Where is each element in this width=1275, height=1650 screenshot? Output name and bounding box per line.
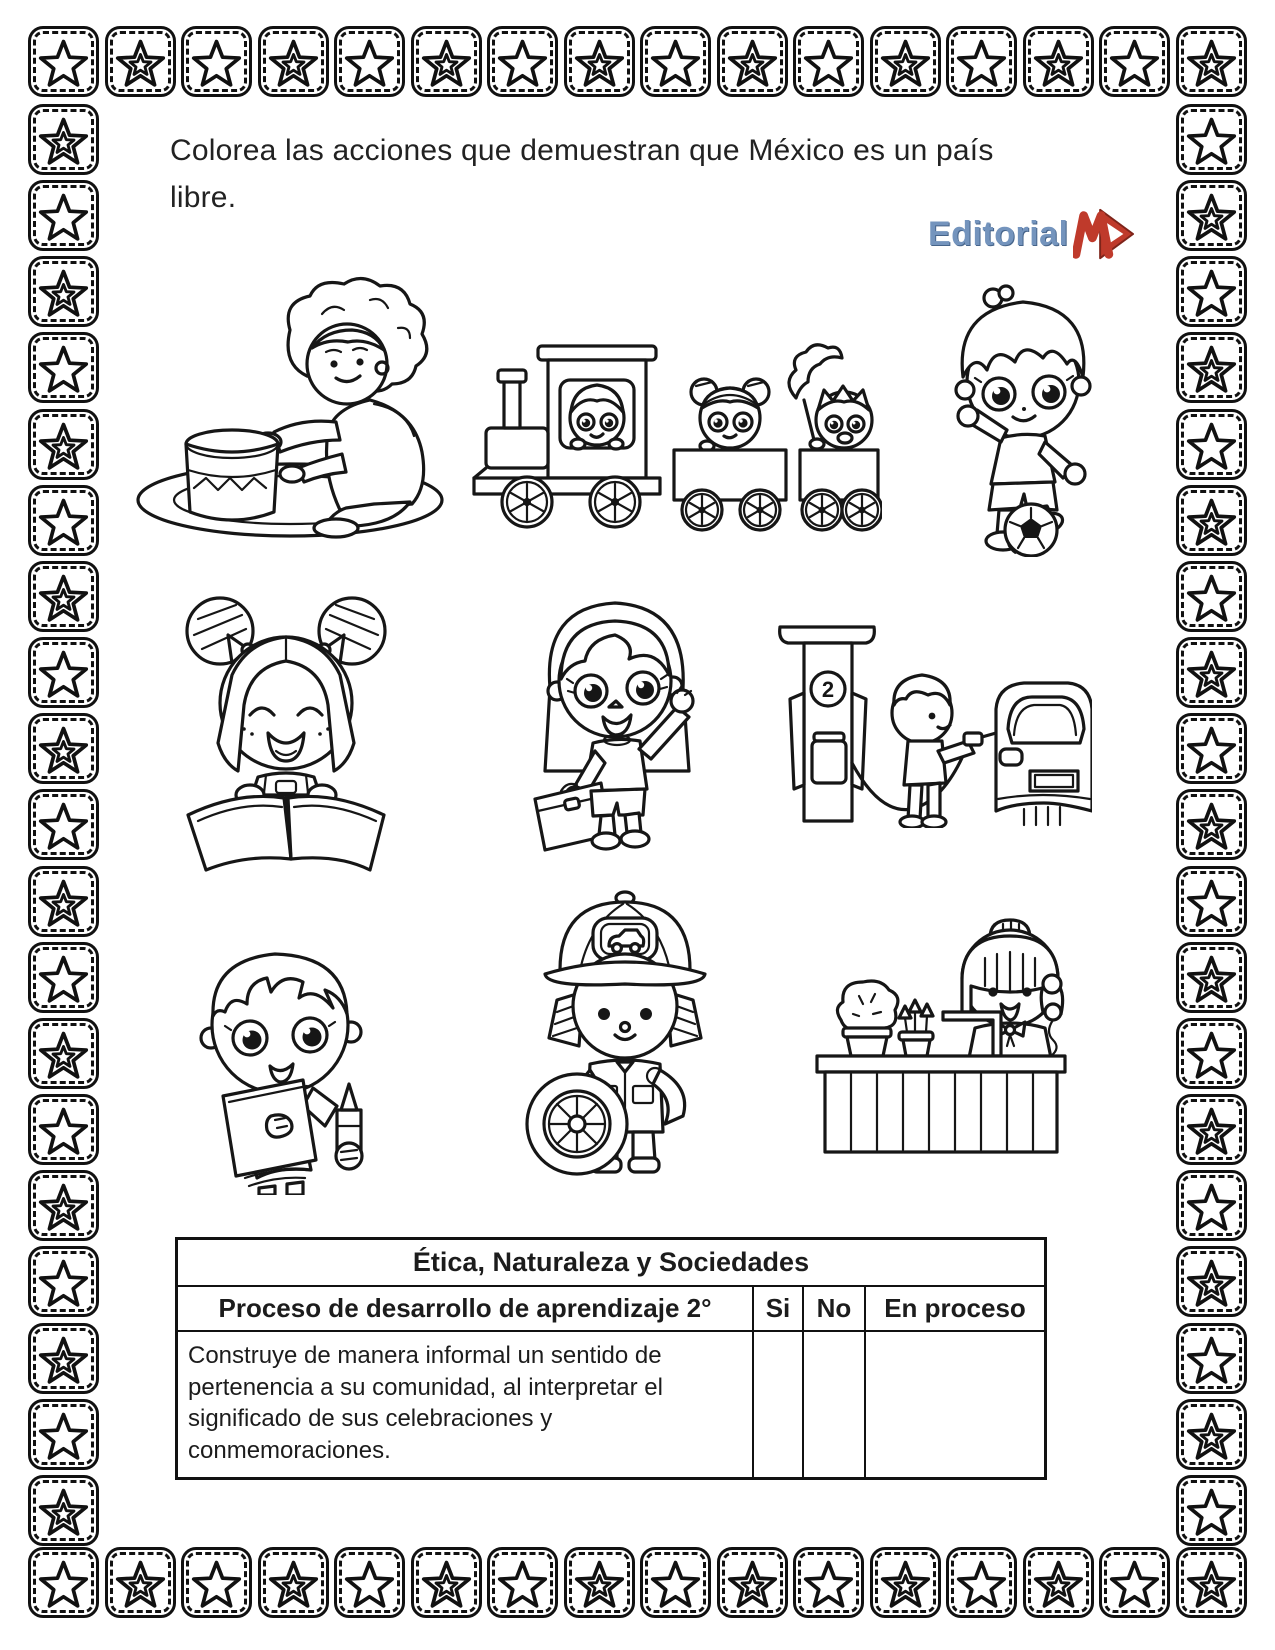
star-icon <box>1183 1253 1240 1310</box>
double-star-tile <box>28 256 99 327</box>
star-icon <box>35 568 92 625</box>
star-icon <box>1183 416 1240 473</box>
star-icon <box>1183 796 1240 853</box>
star-tile <box>181 26 252 97</box>
star-tile <box>28 1399 99 1470</box>
double-star-tile <box>28 1170 99 1241</box>
no-cell <box>804 1332 866 1477</box>
illustration-boy-playing-drum <box>122 272 452 542</box>
criterion-text: Construye de manera informal un sentido de pertenencia a su comunidad, al interpretar el significado de sus celebraciones y conmemoraciones. <box>178 1332 754 1477</box>
yes-cell <box>754 1332 804 1477</box>
star-icon <box>953 33 1010 90</box>
star-icon <box>647 1554 704 1611</box>
star-icon <box>1183 339 1240 396</box>
star-icon <box>35 111 92 168</box>
star-icon <box>1183 492 1240 549</box>
star-icon <box>1030 1554 1087 1611</box>
star-icon <box>35 949 92 1006</box>
star-tile <box>28 1246 99 1317</box>
star-icon <box>418 1554 475 1611</box>
double-star-tile <box>105 1547 176 1618</box>
double-star-tile <box>1176 180 1247 251</box>
star-tile <box>487 26 558 97</box>
star-icon <box>35 873 92 930</box>
star-icon <box>1183 1177 1240 1234</box>
col-in-progress-header: En proceso <box>884 1293 1026 1323</box>
star-tile <box>1176 1170 1247 1241</box>
double-star-tile <box>28 713 99 784</box>
star-icon <box>35 796 92 853</box>
star-icon <box>1183 568 1240 625</box>
illustration-kids-riding-train <box>452 338 882 533</box>
star-tile <box>28 485 99 556</box>
star-icon <box>494 33 551 90</box>
star-icon <box>35 339 92 396</box>
star-tile <box>1176 1475 1247 1546</box>
star-tile <box>1099 26 1170 97</box>
star-icon <box>35 1482 92 1539</box>
double-star-tile <box>717 26 788 97</box>
star-icon <box>35 1101 92 1158</box>
double-star-tile <box>870 26 941 97</box>
star-tile <box>28 26 99 97</box>
star-icon <box>800 33 857 90</box>
double-star-tile <box>1176 26 1247 97</box>
star-icon <box>1183 1025 1240 1082</box>
star-border-right <box>1176 104 1248 1546</box>
star-icon <box>35 1253 92 1310</box>
star-tile <box>28 942 99 1013</box>
star-icon <box>35 263 92 320</box>
illustration-boy-pumping-gas-into-car <box>762 613 1092 828</box>
double-star-tile <box>411 26 482 97</box>
table-row <box>178 1332 1044 1477</box>
double-star-tile <box>28 409 99 480</box>
star-icon <box>418 33 475 90</box>
double-star-tile <box>28 104 99 175</box>
assessment-table <box>175 1237 1047 1480</box>
star-tile <box>28 180 99 251</box>
star-tile <box>1099 1547 1170 1618</box>
star-icon <box>1183 263 1240 320</box>
star-tile <box>1176 1018 1247 1089</box>
star-tile <box>28 332 99 403</box>
double-star-tile <box>1176 1399 1247 1470</box>
double-star-tile <box>28 1018 99 1089</box>
star-icon <box>265 1554 322 1611</box>
star-icon <box>1183 1330 1240 1387</box>
star-icon <box>35 1330 92 1387</box>
star-border-bottom <box>28 1547 1247 1619</box>
star-icon <box>35 1025 92 1082</box>
double-star-tile <box>1023 26 1094 97</box>
star-tile <box>28 789 99 860</box>
instruction-text: Colorea las acciones que demuestran que México es un país libre. <box>170 134 994 214</box>
star-icon <box>265 33 322 90</box>
double-star-tile <box>564 26 635 97</box>
star-icon <box>1030 33 1087 90</box>
star-tile <box>487 1547 558 1618</box>
star-icon <box>1183 1554 1240 1611</box>
star-tile <box>28 1094 99 1165</box>
star-tile <box>793 1547 864 1618</box>
star-tile <box>1176 866 1247 937</box>
double-star-tile <box>1176 1094 1247 1165</box>
star-icon <box>35 1554 92 1611</box>
double-star-tile <box>28 1475 99 1546</box>
star-icon <box>724 33 781 90</box>
logo-text: Editorial <box>928 214 1069 253</box>
star-icon <box>1183 33 1240 90</box>
star-icon <box>800 1554 857 1611</box>
double-star-tile <box>411 1547 482 1618</box>
star-icon <box>1183 644 1240 701</box>
star-icon <box>35 1406 92 1463</box>
star-icon <box>35 644 92 701</box>
star-icon <box>341 33 398 90</box>
star-tile <box>1176 409 1247 480</box>
star-tile <box>1176 713 1247 784</box>
star-icon <box>571 1554 628 1611</box>
star-tile <box>334 1547 405 1618</box>
star-tile <box>946 26 1017 97</box>
double-star-tile <box>28 866 99 937</box>
star-icon <box>35 1177 92 1234</box>
star-icon <box>35 720 92 777</box>
double-star-tile <box>1176 332 1247 403</box>
star-icon <box>112 33 169 90</box>
star-icon <box>1183 1406 1240 1463</box>
star-icon <box>953 1554 1010 1611</box>
double-star-tile <box>1176 789 1247 860</box>
double-star-tile <box>1176 1246 1247 1317</box>
star-icon <box>647 33 704 90</box>
star-tile <box>28 637 99 708</box>
double-star-tile <box>1176 485 1247 556</box>
star-tile <box>640 26 711 97</box>
illustration-boy-playing-soccer <box>935 282 1105 557</box>
star-icon <box>1183 1482 1240 1539</box>
star-icon <box>877 33 934 90</box>
star-icon <box>1183 873 1240 930</box>
star-tile <box>28 1547 99 1618</box>
double-star-tile <box>105 26 176 97</box>
star-tile <box>1176 104 1247 175</box>
double-star-tile <box>258 1547 329 1618</box>
col-yes-header: Si <box>754 1287 804 1330</box>
double-star-tile <box>717 1547 788 1618</box>
star-tile <box>640 1547 711 1618</box>
star-tile <box>946 1547 1017 1618</box>
star-icon <box>877 1554 934 1611</box>
star-icon <box>188 33 245 90</box>
star-icon <box>571 33 628 90</box>
star-icon <box>35 492 92 549</box>
double-star-tile <box>564 1547 635 1618</box>
double-star-tile <box>28 1323 99 1394</box>
double-star-tile <box>870 1547 941 1618</box>
double-star-tile <box>1176 942 1247 1013</box>
double-star-tile <box>1176 1547 1247 1618</box>
star-border-top <box>28 26 1247 98</box>
double-star-tile <box>28 561 99 632</box>
table-header-row <box>178 1287 1044 1332</box>
star-tile <box>1176 1323 1247 1394</box>
star-icon <box>1183 1101 1240 1158</box>
star-icon <box>494 1554 551 1611</box>
double-star-tile <box>258 26 329 97</box>
svg-text:2: 2 <box>821 677 835 702</box>
star-icon <box>1183 187 1240 244</box>
illustration-boy-holding-book-and-marker <box>175 920 390 1195</box>
double-star-tile <box>1176 637 1247 708</box>
illustration-girl-reading-big-book <box>158 583 418 873</box>
star-tile <box>181 1547 252 1618</box>
star-border-left <box>28 104 100 1546</box>
star-tile <box>1176 256 1247 327</box>
illustration-mechanic-girl-with-tire <box>505 872 745 1177</box>
star-icon <box>1183 720 1240 777</box>
star-icon <box>1106 1554 1163 1611</box>
col-no-header: No <box>804 1287 866 1330</box>
editorial-md-logo <box>928 208 1135 260</box>
table-subject-title: Ética, Naturaleza y Sociedades <box>178 1240 1044 1287</box>
star-icon <box>112 1554 169 1611</box>
star-icon <box>1183 949 1240 1006</box>
star-icon <box>35 33 92 90</box>
logo-md-mark <box>1073 208 1135 260</box>
star-icon <box>35 187 92 244</box>
star-icon <box>341 1554 398 1611</box>
in-progress-cell <box>866 1332 1044 1477</box>
illustration-girl-clerk-at-counter <box>805 900 1075 1165</box>
col-process-header: Proceso de desarrollo de aprendizaje 2° <box>178 1287 754 1330</box>
star-tile <box>793 26 864 97</box>
star-icon <box>1106 33 1163 90</box>
star-icon <box>724 1554 781 1611</box>
star-tile <box>334 26 405 97</box>
illustration-girl-waving-with-schoolbag <box>505 583 720 853</box>
star-tile <box>1176 561 1247 632</box>
star-icon <box>188 1554 245 1611</box>
star-icon <box>35 416 92 473</box>
star-icon <box>1183 111 1240 168</box>
double-star-tile <box>1023 1547 1094 1618</box>
